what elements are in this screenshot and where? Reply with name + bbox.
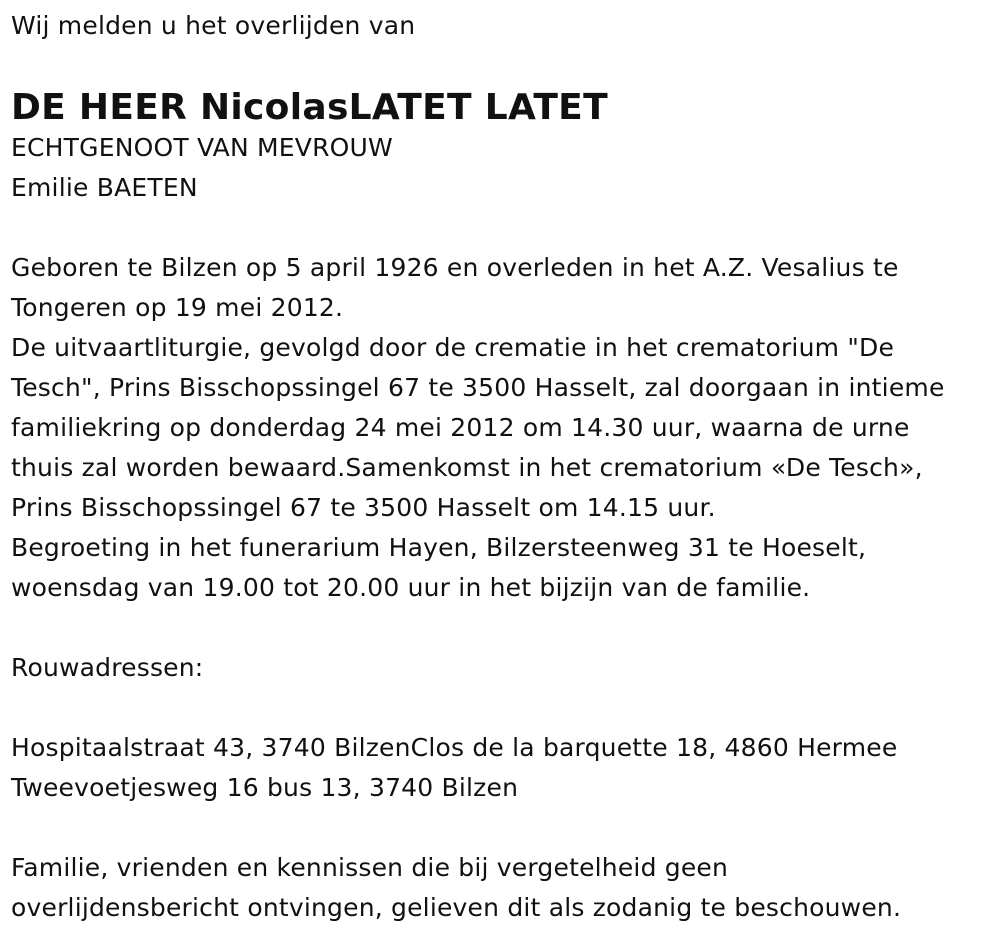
closing-line: Familie, vrienden en kennissen die bij vergetelheid geen bbox=[11, 853, 729, 882]
body-line: Geboren te Bilzen op 5 april 1926 en overleden in het A.Z. Vesalius te bbox=[11, 253, 899, 282]
notice-body bbox=[11, 248, 991, 608]
spouse-block bbox=[11, 128, 991, 208]
body-line: familiekring op donderdag 24 mei 2012 om 14.30 uur, waarna de urne bbox=[11, 413, 910, 442]
spouse-line: Emilie BAETEN bbox=[11, 173, 198, 202]
death-notice bbox=[11, 8, 991, 928]
intro-text: Wij melden u het overlijden van bbox=[11, 11, 416, 40]
body-line: Tesch", Prins Bisschopssingel 67 te 3500 Hasselt, zal doorgaan in intieme bbox=[11, 373, 945, 402]
body-line: De uitvaartliturgie, gevolgd door de crematie in het crematorium "De bbox=[11, 333, 895, 362]
address-block bbox=[11, 728, 991, 808]
deceased-name: DE HEER NicolasLATET LATET bbox=[11, 87, 608, 128]
body-line: woensdag van 19.00 tot 20.00 uur in het bijzijn van de familie. bbox=[11, 573, 811, 602]
body-line: Prins Bisschopssingel 67 te 3500 Hasselt om 14.15 uur. bbox=[11, 493, 716, 522]
body-line: thuis zal worden bewaard.Samenkomst in het crematorium «De Tesch», bbox=[11, 453, 923, 482]
address-line: Hospitaalstraat 43, 3740 BilzenClos de la barquette 18, 4860 Hermee bbox=[11, 733, 898, 762]
spouse-line: ECHTGENOOT VAN MEVROUW bbox=[11, 133, 393, 162]
closing-note bbox=[11, 848, 991, 928]
body-line: Begroeting in het funerarium Hayen, Bilzersteenweg 31 te Hoeselt, bbox=[11, 533, 867, 562]
body-line: Tongeren op 19 mei 2012. bbox=[11, 293, 344, 322]
address-line: Tweevoetjesweg 16 bus 13, 3740 Bilzen bbox=[11, 773, 519, 802]
closing-line: overlijdensbericht ontvingen, gelieven dit als zodanig te beschouwen. bbox=[11, 893, 902, 922]
rouwadressen-label: Rouwadressen: bbox=[11, 653, 204, 682]
